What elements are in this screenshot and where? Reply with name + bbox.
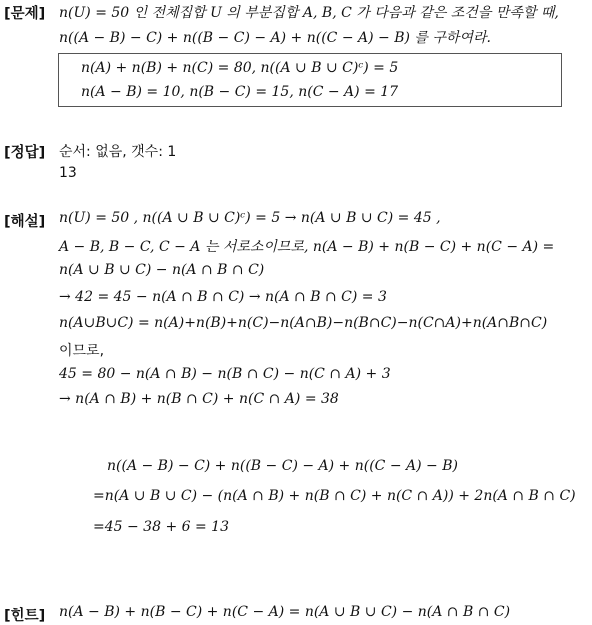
solution-display-line-3: =45 − 38 + 6 = 13 bbox=[93, 519, 229, 535]
condition-line-1: n(A) + n(B) + n(C) = 80, n((A ∪ B ∪ C)ᶜ) = 5 bbox=[81, 60, 399, 76]
solution-line-4: → 42 = 45 − n(A ∩ B ∩ C) → n(A ∩ B ∩ C) = 3 bbox=[59, 289, 387, 305]
solution-label: [해설] bbox=[4, 214, 46, 230]
answer-meta: 순서: 없음, 갯수: 1 bbox=[59, 144, 177, 160]
answer-label: [정답] bbox=[4, 145, 46, 161]
condition-line-2: n(A − B) = 10, n(B − C) = 15, n(C − A) = 17 bbox=[81, 84, 399, 100]
solution-line-7: 45 = 80 − n(A ∩ B) − n(B ∩ C) − n(C ∩ A) + 3 bbox=[59, 366, 391, 382]
solution-line-8: → n(A ∩ B) + n(B ∩ C) + n(C ∩ A) = 38 bbox=[59, 391, 339, 407]
solution-display-line-1: n((A − B) − C) + n((B − C) − A) + n((C − A) − B) bbox=[107, 458, 458, 474]
solution-line-1: n(U) = 50 , n((A ∪ B ∪ C)ᶜ) = 5 → n(A ∪ B ∪ C) = 45 , bbox=[59, 210, 441, 226]
solution-display-line-2: =n(A ∪ B ∪ C) − (n(A ∩ B) + n(B ∩ C) + n(C ∩ A)) + 2n(A ∩ B ∩ C) bbox=[93, 488, 576, 504]
solution-line-5: n(A∪B∪C) = n(A)+n(B)+n(C)−n(A∩B)−n(B∩C)−n(C∩A)+n(A∩B∩C) bbox=[59, 315, 548, 331]
problem-label: [문제] bbox=[4, 6, 46, 22]
solution-line-6: 이므로, bbox=[59, 343, 105, 359]
answer-value: 13 bbox=[59, 165, 77, 181]
problem-statement-line-2: n((A − B) − C) + n((B − C) − A) + n((C − A) − B) 를 구하여라. bbox=[59, 30, 491, 46]
problem-statement-line-1: n(U) = 50 인 전체집합 U 의 부분집합 A, B, C 가 다음과 같은 조건을 만족할 때, bbox=[59, 5, 559, 21]
solution-line-3: n(A ∪ B ∪ C) − n(A ∩ B ∩ C) bbox=[59, 262, 265, 278]
solution-line-2: A − B, B − C, C − A 는 서로소이므로, n(A − B) + n(B − C) + n(C − A) = bbox=[59, 239, 555, 255]
hint-text: n(A − B) + n(B − C) + n(C − A) = n(A ∪ B ∪ C) − n(A ∩ B ∩ C) bbox=[59, 604, 511, 620]
hint-label: [힌트] bbox=[4, 608, 46, 624]
conditions-box bbox=[58, 53, 562, 107]
